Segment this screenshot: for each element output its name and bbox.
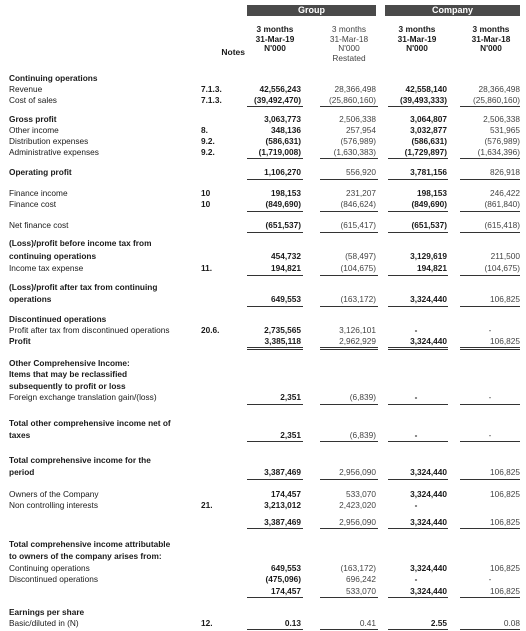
row-value-col2: (576,989) — [340, 136, 376, 146]
row-value-col4: (576,989) — [484, 136, 520, 146]
rule-line — [388, 158, 448, 159]
row-label: Gross profit — [9, 114, 57, 124]
row-value-col1: 3,213,012 — [264, 500, 301, 510]
rule-line — [320, 106, 378, 107]
col2-header — [320, 25, 378, 63]
row-value-col2: (163,172) — [340, 563, 376, 573]
row-value-col1: 649,553 — [271, 563, 301, 573]
rule-line — [388, 597, 448, 598]
row-value-col3: 3,781,156 — [410, 167, 447, 177]
statement-row — [0, 369, 526, 379]
row-label: Total comprehensive income for the — [9, 455, 151, 465]
col1-header — [247, 25, 303, 54]
row-label: continuing operations — [9, 251, 97, 261]
row-label: Total comprehensive income attributable — [9, 539, 171, 549]
col4-date: 31-Mar-18 — [471, 33, 511, 44]
rule-line — [460, 158, 520, 159]
statement-row — [0, 199, 526, 209]
col4-header — [462, 25, 520, 54]
row-label: Cost of sales — [9, 95, 57, 105]
row-label: Continuing operations — [9, 73, 98, 83]
row-value-col4: 106,825 — [490, 563, 520, 573]
row-value-col2: (846,624) — [340, 199, 376, 209]
row-value-col4: 106,825 — [490, 517, 520, 527]
statement-row — [0, 263, 526, 273]
statement-row — [0, 455, 526, 465]
statement-row — [0, 220, 526, 230]
row-value-col3: 3,064,807 — [410, 114, 447, 124]
statement-row — [0, 73, 526, 83]
col3-period: 3 months — [398, 24, 436, 34]
row-value-col1: 2,351 — [280, 430, 301, 440]
row-value-col3: 3,324,440 — [410, 489, 447, 499]
row-label: Net finance cost — [9, 220, 69, 230]
row-value-col1: (586,631) — [265, 136, 301, 146]
row-value-col2: (1,630,383) — [333, 147, 376, 157]
row-value-col3: (1,729,897) — [404, 147, 447, 157]
row-value-col1: 194,821 — [271, 263, 301, 273]
row-value-col4: (861,840) — [484, 199, 520, 209]
row-value-col2: (6,839) — [349, 430, 376, 440]
row-value-col4: 28,366,498 — [478, 84, 520, 94]
row-label: Foreign exchange translation gain/(loss) — [9, 392, 157, 402]
row-value-col3: (651,537) — [411, 220, 447, 230]
statement-row — [0, 358, 526, 368]
statement-row — [0, 125, 526, 135]
row-value-col1: 3,387,469 — [264, 467, 301, 477]
rule-line — [320, 232, 378, 233]
row-note: 12. — [201, 618, 213, 628]
row-label: Revenue — [9, 84, 43, 94]
row-label: Items that may be reclassified — [9, 369, 128, 379]
row-value-col1: 0.13 — [284, 618, 301, 628]
rule-line — [320, 347, 378, 350]
row-value-col2: 533,070 — [346, 489, 376, 499]
row-value-col3: 2.55 — [430, 618, 447, 628]
row-value-col1: 2,735,565 — [264, 325, 301, 335]
statement-row — [0, 574, 526, 584]
statement-row — [0, 551, 526, 561]
rule-line — [460, 211, 520, 212]
rule-line — [388, 211, 448, 212]
row-value-col1: 198,153 — [271, 188, 301, 198]
col1-period: 3 months — [256, 24, 294, 34]
row-label: period — [9, 467, 35, 477]
statement-row — [0, 294, 526, 304]
statement-row — [0, 147, 526, 157]
row-note: 21. — [201, 500, 213, 510]
row-value-col3: - — [414, 392, 418, 402]
statement-row — [0, 418, 526, 428]
row-value-col1: (651,537) — [265, 220, 301, 230]
col2-restated: Restated — [332, 52, 366, 63]
row-value-col2: (6,839) — [349, 392, 376, 402]
company-header: Company — [385, 5, 520, 16]
row-value-col2: 2,956,090 — [339, 467, 376, 477]
row-value-col2: 533,070 — [346, 586, 376, 596]
row-value-col3: 3,324,440 — [410, 467, 447, 477]
row-value-col2: (163,172) — [340, 294, 376, 304]
row-value-col3: 42,558,140 — [405, 84, 447, 94]
row-label: Continuing operations — [9, 563, 90, 573]
rule-line — [460, 306, 520, 307]
row-value-col3: - — [414, 574, 418, 584]
row-value-col3: (39,493,333) — [399, 95, 447, 105]
rule-line — [460, 106, 520, 107]
statement-row — [0, 95, 526, 105]
rule-line — [247, 106, 303, 107]
row-value-col2: (104,675) — [340, 263, 376, 273]
row-value-col4: - — [488, 430, 492, 440]
rule-line — [320, 629, 378, 630]
rule-line — [320, 275, 378, 276]
rule-line — [320, 306, 378, 307]
row-value-col3: (586,631) — [411, 136, 447, 146]
row-value-col1: 454,732 — [271, 251, 301, 261]
statement-row — [0, 188, 526, 198]
statement-row — [0, 314, 526, 324]
rule-line — [320, 158, 378, 159]
row-label: Distribution expenses — [9, 136, 89, 146]
row-value-col3: 194,821 — [417, 263, 447, 273]
rule-line — [247, 158, 303, 159]
row-value-col1: (1,719,008) — [258, 147, 301, 157]
row-label: Total other comprehensive income net of — [9, 418, 171, 428]
rule-line — [388, 528, 448, 529]
row-label: Basic/diluted in (N) — [9, 618, 79, 628]
row-value-col3: 198,153 — [417, 188, 447, 198]
col3-unit: N'000 — [406, 43, 428, 53]
row-value-col4: 106,825 — [490, 467, 520, 477]
rule-line — [460, 232, 520, 233]
notes-header: Notes — [221, 47, 245, 57]
row-label: operations — [9, 294, 52, 304]
rule-line — [247, 232, 303, 233]
row-value-col2: 28,366,498 — [334, 84, 376, 94]
row-value-col1: 649,553 — [271, 294, 301, 304]
statement-row — [0, 586, 526, 596]
rule-line — [460, 528, 520, 529]
row-value-col2: 2,506,338 — [339, 114, 376, 124]
row-note: 11. — [201, 263, 213, 273]
statement-row — [0, 517, 526, 527]
rule-line — [460, 179, 520, 180]
rule-line — [247, 347, 303, 350]
statement-row — [0, 336, 526, 346]
rule-line — [247, 404, 303, 405]
statement-row — [0, 618, 526, 628]
row-value-col4: 106,825 — [490, 489, 520, 499]
rule-line — [388, 404, 448, 405]
row-value-col4: - — [488, 392, 492, 402]
row-label: taxes — [9, 430, 31, 440]
statement-row — [0, 500, 526, 510]
statement-row — [0, 381, 526, 391]
row-value-col3: - — [414, 500, 418, 510]
row-value-col2: (25,860,160) — [328, 95, 376, 105]
row-label: Non controlling interests — [9, 500, 99, 510]
row-value-col2: 0.41 — [359, 618, 376, 628]
rule-line — [247, 597, 303, 598]
statement-row — [0, 607, 526, 617]
col3-header — [388, 25, 446, 54]
statement-row — [0, 84, 526, 94]
row-label: to owners of the company arises from: — [9, 551, 162, 561]
row-value-col3: 3,032,877 — [410, 125, 447, 135]
row-label: Administrative expenses — [9, 147, 99, 157]
statement-row — [0, 489, 526, 499]
row-label: Profit after tax from discontinued operations — [9, 325, 170, 335]
row-note: 9.2. — [201, 147, 215, 157]
row-value-col4: - — [488, 325, 492, 335]
row-label: Other Comprehensive Income: — [9, 358, 130, 368]
row-note: 20.6. — [201, 325, 220, 335]
rule-line — [388, 179, 448, 180]
col1-date: 31-Mar-19 — [255, 33, 295, 44]
row-value-col1: (475,096) — [265, 574, 301, 584]
row-value-col4: 2,506,338 — [483, 114, 520, 124]
row-value-col1: 42,556,243 — [259, 84, 301, 94]
row-value-col1: (39,492,470) — [253, 95, 301, 105]
statement-row — [0, 563, 526, 573]
row-value-col1: 1,106,270 — [264, 167, 301, 177]
row-label: Finance cost — [9, 199, 57, 209]
row-value-col2: 257,954 — [346, 125, 376, 135]
row-value-col1: 348,136 — [271, 125, 301, 135]
row-value-col2: (615,417) — [340, 220, 376, 230]
rule-line — [247, 275, 303, 276]
row-value-col4: (615,418) — [484, 220, 520, 230]
row-value-col2: 2,956,090 — [339, 517, 376, 527]
rule-line — [460, 629, 520, 630]
row-label: Other income — [9, 125, 59, 135]
row-value-col3: - — [414, 325, 418, 335]
row-value-col3: 3,324,440 — [410, 586, 447, 596]
rule-line — [247, 306, 303, 307]
row-value-col4: 106,825 — [490, 586, 520, 596]
statement-row — [0, 539, 526, 549]
row-value-col1: 3,063,773 — [264, 114, 301, 124]
row-value-col4: (1,634,396) — [477, 147, 520, 157]
row-value-col1: 3,385,118 — [264, 336, 301, 346]
col2-period: 3 months — [331, 24, 367, 34]
row-value-col4: 826,918 — [490, 167, 520, 177]
row-value-col4: - — [488, 574, 492, 584]
row-label: Finance income — [9, 188, 68, 198]
statement-row — [0, 392, 526, 402]
col2-date: 31-Mar-18 — [329, 33, 369, 44]
rule-line — [320, 528, 378, 529]
rule-line — [388, 232, 448, 233]
row-note: 10 — [201, 188, 211, 198]
rule-line — [460, 597, 520, 598]
rule-line — [388, 106, 448, 107]
row-value-col3: (849,690) — [411, 199, 447, 209]
rule-line — [388, 275, 448, 276]
row-label: Income tax expense — [9, 263, 84, 273]
row-value-col2: 231,207 — [346, 188, 376, 198]
rule-line — [460, 479, 520, 480]
row-value-col2: 2,423,020 — [339, 500, 376, 510]
rule-line — [460, 347, 520, 350]
row-note: 10 — [201, 199, 211, 209]
rule-line — [320, 404, 378, 405]
row-value-col3: 3,324,440 — [410, 563, 447, 573]
row-value-col1: 2,351 — [280, 392, 301, 402]
row-label: Profit — [9, 336, 31, 346]
group-header: Group — [247, 5, 376, 16]
row-value-col4: (104,675) — [484, 263, 520, 273]
statement-row — [0, 251, 526, 261]
row-value-col4: 211,500 — [490, 251, 520, 261]
rule-line — [388, 479, 448, 480]
row-value-col4: 106,825 — [490, 294, 520, 304]
rule-line — [320, 211, 378, 212]
row-label: subsequently to profit or loss — [9, 381, 126, 391]
row-value-col1: 3,387,469 — [264, 517, 301, 527]
rule-line — [388, 441, 448, 442]
rule-line — [247, 528, 303, 529]
row-note: 7.1.3. — [201, 84, 222, 94]
rule-line — [247, 479, 303, 480]
rule-line — [320, 479, 378, 480]
row-value-col2: 2,962,929 — [339, 336, 376, 346]
rule-line — [247, 211, 303, 212]
rule-line — [320, 441, 378, 442]
rule-line — [247, 441, 303, 442]
rule-line — [320, 597, 378, 598]
row-label: Discontinued operations — [9, 574, 99, 584]
statement-row — [0, 430, 526, 440]
rule-line — [388, 629, 448, 630]
row-value-col4: (25,860,160) — [472, 95, 520, 105]
row-value-col1: 174,457 — [271, 489, 301, 499]
statement-row — [0, 136, 526, 146]
row-value-col3: 3,129,619 — [410, 251, 447, 261]
col4-period: 3 months — [472, 24, 510, 34]
statement-row — [0, 167, 526, 177]
rule-line — [247, 179, 303, 180]
row-value-col3: - — [414, 430, 418, 440]
rule-line — [388, 306, 448, 307]
row-value-col2: 3,126,101 — [339, 325, 376, 335]
row-value-col1: (849,690) — [265, 199, 301, 209]
rule-line — [460, 441, 520, 442]
row-value-col4: 106,825 — [490, 336, 520, 346]
row-value-col2: (58,497) — [345, 251, 376, 261]
row-value-col2: 556,920 — [346, 167, 376, 177]
row-note: 9.2. — [201, 136, 215, 146]
row-label: (Loss)/profit before income tax from — [9, 238, 152, 248]
row-value-col2: 696,242 — [346, 574, 376, 584]
row-value-col1: 174,457 — [271, 586, 301, 596]
col3-date: 31-Mar-19 — [397, 33, 437, 44]
statement-row — [0, 238, 526, 248]
col1-unit: N'000 — [264, 43, 286, 53]
rule-line — [388, 347, 448, 350]
row-label: Owners of the Company — [9, 489, 99, 499]
col4-unit: N'000 — [480, 43, 502, 53]
col2-unit: N'000 — [338, 43, 360, 53]
row-value-col4: 531,965 — [490, 125, 520, 135]
statement-row — [0, 325, 526, 335]
statement-row — [0, 467, 526, 477]
row-value-col3: 3,324,440 — [410, 336, 447, 346]
statement-row — [0, 282, 526, 292]
rule-line — [460, 404, 520, 405]
row-value-col3: 3,324,440 — [410, 294, 447, 304]
statement-row — [0, 114, 526, 124]
row-value-col4: 0.08 — [503, 618, 520, 628]
row-label: Earnings per share — [9, 607, 85, 617]
row-value-col3: 3,324,440 — [410, 517, 447, 527]
row-value-col4: 246,422 — [490, 188, 520, 198]
rule-line — [247, 629, 303, 630]
row-label: Discontinued operations — [9, 314, 107, 324]
row-label: (Loss)/profit after tax from continuing — [9, 282, 158, 292]
row-label: Operating profit — [9, 167, 72, 177]
row-note: 8. — [201, 125, 208, 135]
rule-line — [460, 275, 520, 276]
rule-line — [320, 179, 378, 180]
row-note: 7.1.3. — [201, 95, 222, 105]
